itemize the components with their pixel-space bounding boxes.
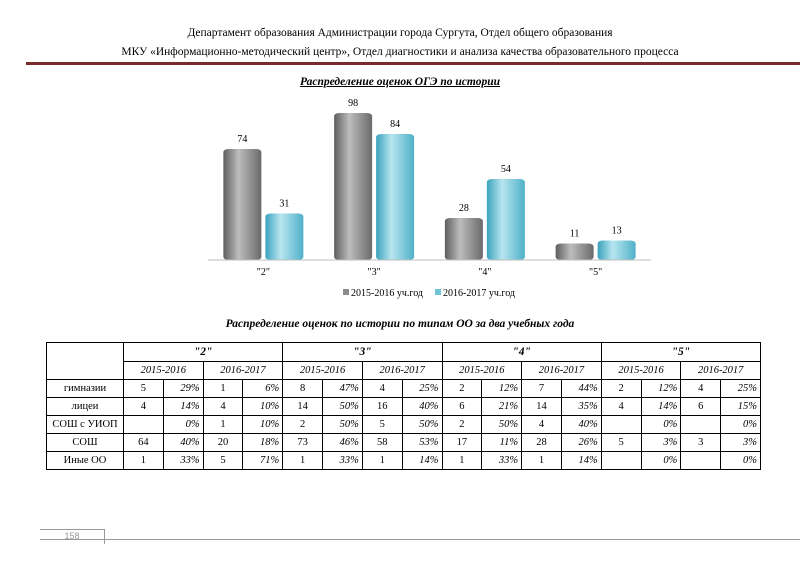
bar-2015-2016-3 xyxy=(334,113,372,260)
grade-header-row xyxy=(47,343,761,362)
data-label: 13 xyxy=(611,225,622,237)
year-header: 2015-2016 xyxy=(601,362,681,380)
percent-cell: 14% xyxy=(641,398,681,416)
row-label: СОШ xyxy=(47,434,124,452)
count-cell: 6 xyxy=(681,398,721,416)
percent-cell: 71% xyxy=(243,452,283,470)
data-label: 74 xyxy=(237,134,248,145)
grades-table xyxy=(46,342,761,470)
bar-2015-2016-4 xyxy=(445,218,483,260)
year-header: 2016-2017 xyxy=(362,362,442,380)
count-cell: 1 xyxy=(124,452,164,470)
count-cell: 16 xyxy=(362,398,402,416)
year-header: 2016-2017 xyxy=(681,362,761,380)
percent-cell: 46% xyxy=(323,434,363,452)
year-header-row xyxy=(47,362,761,380)
row-label: гимназии xyxy=(47,380,124,398)
percent-cell: 40% xyxy=(402,398,442,416)
bar-2015-2016-2 xyxy=(223,149,261,260)
percent-cell: 26% xyxy=(561,434,601,452)
percent-cell: 0% xyxy=(721,416,761,434)
percent-cell: 21% xyxy=(482,398,522,416)
count-cell xyxy=(124,416,164,434)
percent-cell: 14% xyxy=(561,452,601,470)
count-cell xyxy=(681,416,721,434)
data-label: 28 xyxy=(458,203,469,214)
count-cell: 58 xyxy=(362,434,402,452)
year-header: 2015-2016 xyxy=(283,362,363,380)
percent-cell: 18% xyxy=(243,434,283,452)
count-cell: 73 xyxy=(283,434,323,452)
page-number: 158 xyxy=(64,531,80,541)
percent-cell: 10% xyxy=(243,416,283,434)
percent-cell: 0% xyxy=(641,416,681,434)
count-cell: 17 xyxy=(442,434,482,452)
count-cell: 1 xyxy=(203,380,243,398)
grade-header: "3" xyxy=(283,343,442,362)
legend-label: 2016-2017 уч.год xyxy=(443,288,516,299)
bar-2016-2017-5 xyxy=(598,241,636,261)
percent-cell: 29% xyxy=(163,380,203,398)
legend-label: 2015-2016 уч.год xyxy=(351,288,424,299)
percent-cell: 6% xyxy=(243,380,283,398)
count-cell: 28 xyxy=(522,434,562,452)
footer-rule xyxy=(40,539,800,540)
row-label: Иные ОО xyxy=(47,452,124,470)
count-cell: 2 xyxy=(442,380,482,398)
percent-cell: 33% xyxy=(482,452,522,470)
legend-swatch xyxy=(343,289,349,295)
count-cell: 6 xyxy=(442,398,482,416)
count-cell: 20 xyxy=(203,434,243,452)
count-cell xyxy=(601,452,641,470)
data-label: 31 xyxy=(279,198,290,210)
percent-cell: 25% xyxy=(721,380,761,398)
chart-title: Распределение оценок ОГЭ по истории xyxy=(300,76,500,88)
count-cell: 4 xyxy=(522,416,562,434)
percent-cell: 47% xyxy=(323,380,363,398)
year-header: 2016-2017 xyxy=(522,362,602,380)
count-cell: 5 xyxy=(203,452,243,470)
header-line-2: МКУ «Информационно-методический центр», Отдел диагностики и анализа качества образовательного процесса xyxy=(121,46,679,58)
percent-cell: 0% xyxy=(721,452,761,470)
percent-cell: 11% xyxy=(482,434,522,452)
x-tick-label: "4" xyxy=(478,267,492,278)
row-label: лицеи xyxy=(47,398,124,416)
percent-cell: 12% xyxy=(641,380,681,398)
percent-cell: 15% xyxy=(721,398,761,416)
percent-cell: 12% xyxy=(482,380,522,398)
bar-2015-2016-5 xyxy=(556,244,594,261)
count-cell: 2 xyxy=(601,380,641,398)
table-row xyxy=(47,416,761,434)
count-cell: 4 xyxy=(681,380,721,398)
percent-cell: 3% xyxy=(641,434,681,452)
x-tick-label: "2" xyxy=(256,267,270,278)
percent-cell: 50% xyxy=(482,416,522,434)
count-cell: 14 xyxy=(522,398,562,416)
count-cell: 8 xyxy=(283,380,323,398)
year-header: 2015-2016 xyxy=(442,362,522,380)
count-cell: 1 xyxy=(442,452,482,470)
count-cell: 3 xyxy=(681,434,721,452)
percent-cell: 33% xyxy=(163,452,203,470)
grade-header: "2" xyxy=(124,343,283,362)
corner-cell xyxy=(47,343,124,380)
count-cell: 1 xyxy=(203,416,243,434)
percent-cell: 0% xyxy=(163,416,203,434)
percent-cell: 10% xyxy=(243,398,283,416)
count-cell: 1 xyxy=(283,452,323,470)
percent-cell: 33% xyxy=(323,452,363,470)
count-cell: 1 xyxy=(522,452,562,470)
percent-cell: 50% xyxy=(323,398,363,416)
percent-cell: 14% xyxy=(163,398,203,416)
header-line-1: Департамент образования Администрации города Сургута, Отдел общего образования xyxy=(187,27,613,39)
year-header: 2016-2017 xyxy=(203,362,283,380)
count-cell: 5 xyxy=(601,434,641,452)
bar-2016-2017-2 xyxy=(265,214,303,261)
row-label: СОШ с УИОП xyxy=(47,416,124,434)
data-label: 84 xyxy=(390,119,401,130)
x-tick-label: "5" xyxy=(589,267,603,278)
count-cell: 5 xyxy=(362,416,402,434)
count-cell: 64 xyxy=(124,434,164,452)
percent-cell: 35% xyxy=(561,398,601,416)
count-cell xyxy=(681,452,721,470)
percent-cell: 44% xyxy=(561,380,601,398)
table-row xyxy=(47,380,761,398)
bar-2016-2017-3 xyxy=(376,134,414,260)
percent-cell: 40% xyxy=(561,416,601,434)
percent-cell: 50% xyxy=(323,416,363,434)
count-cell: 4 xyxy=(203,398,243,416)
table-row xyxy=(47,452,761,470)
percent-cell: 53% xyxy=(402,434,442,452)
count-cell xyxy=(601,416,641,434)
count-cell: 4 xyxy=(362,380,402,398)
data-label: 11 xyxy=(569,228,580,240)
count-cell: 7 xyxy=(522,380,562,398)
year-header: 2015-2016 xyxy=(124,362,204,380)
data-label: 98 xyxy=(348,98,359,109)
table-row xyxy=(47,398,761,416)
grade-header: "5" xyxy=(601,343,760,362)
percent-cell: 14% xyxy=(402,452,442,470)
bar-2016-2017-4 xyxy=(487,179,525,260)
percent-cell: 50% xyxy=(402,416,442,434)
count-cell: 2 xyxy=(283,416,323,434)
count-cell: 1 xyxy=(362,452,402,470)
table-row xyxy=(47,434,761,452)
count-cell: 2 xyxy=(442,416,482,434)
count-cell: 5 xyxy=(124,380,164,398)
percent-cell: 3% xyxy=(721,434,761,452)
percent-cell: 25% xyxy=(402,380,442,398)
x-tick-label: "3" xyxy=(367,267,381,278)
data-label: 54 xyxy=(500,164,511,175)
count-cell: 14 xyxy=(283,398,323,416)
percent-cell: 0% xyxy=(641,452,681,470)
count-cell: 4 xyxy=(124,398,164,416)
count-cell: 4 xyxy=(601,398,641,416)
table-title: Распределение оценок по истории по типам ОО за два учебных года xyxy=(225,318,575,330)
percent-cell: 40% xyxy=(163,434,203,452)
legend-swatch xyxy=(435,289,441,295)
grade-header: "4" xyxy=(442,343,601,362)
